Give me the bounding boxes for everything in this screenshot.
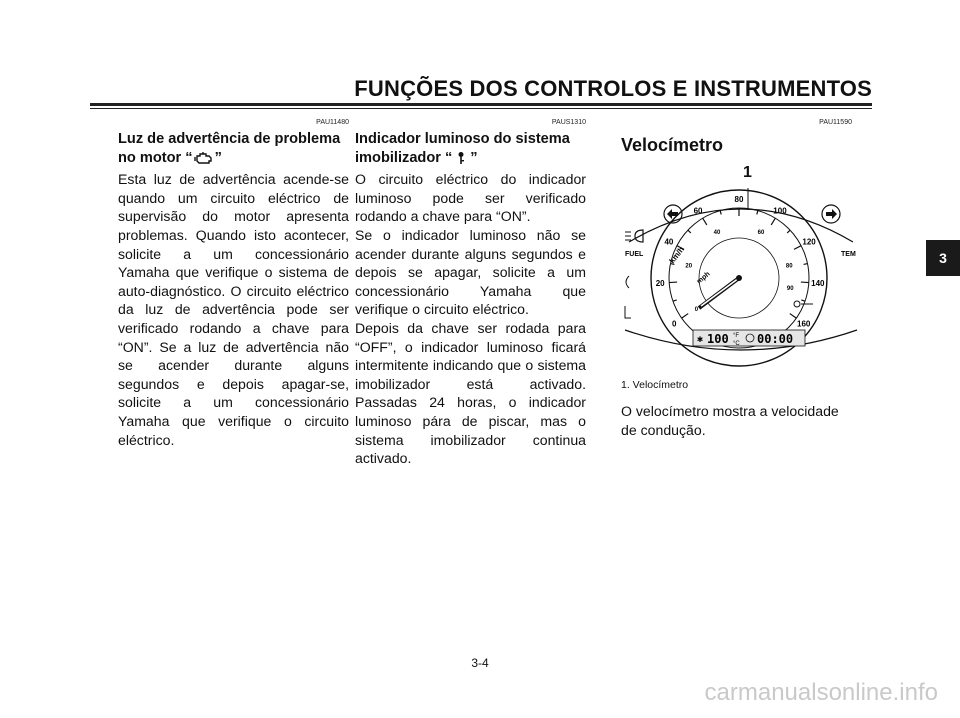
lcd-unit-f: °F <box>733 333 740 339</box>
section-speedometer <box>621 118 856 439</box>
section-body: Esta luz de advertência acende-se quando um circuito eléctrico de supervisão do motor apresenta problemas. Quando isto acontecer, solicite a um concessionário Yamaha que verifique o sistema de auto-diagnóstico. O circuito eléctrico da luz de advertência pode ser verificado rodando a chave para “ON”. Se a luz de advertência não se acender durante alguns segundos e depois apagar-se, solicite a um concessionário Yamaha que verifique o circuito eléctrico. <box>118 171 349 448</box>
gauge-tick <box>790 314 797 319</box>
gauge-tick <box>673 300 677 301</box>
heading-line-2 <box>355 149 586 171</box>
mph-scale-labels <box>685 230 794 313</box>
watermark: carmanualsonline.info <box>704 679 938 706</box>
engine-warning-icon <box>194 151 214 171</box>
section-heading <box>118 130 349 170</box>
section-code: PAU11590 <box>819 119 852 126</box>
heading-prefix: no motor “ <box>118 149 193 166</box>
gauge-tick <box>801 282 809 283</box>
section-heading: Velocímetro <box>621 135 724 155</box>
gauge-tick <box>682 314 689 319</box>
gauge-tick <box>688 230 691 233</box>
unit-mph-label: mph <box>695 270 712 286</box>
mph-tick-label: 40 <box>713 229 721 236</box>
lcd-display <box>693 330 805 347</box>
kmh-tick-label: 60 <box>693 206 703 216</box>
mph-tick-label: 20 <box>685 263 693 270</box>
chapter-tab[interactable]: 3 <box>926 240 960 276</box>
lcd-unit-c: °C <box>733 341 740 347</box>
figure-callout: 1 <box>743 164 752 181</box>
header-rule-thin <box>90 108 872 109</box>
speedometer-figure <box>621 162 861 372</box>
gauge-tick <box>720 211 721 215</box>
heading-line-2 <box>118 149 349 171</box>
kmh-tick-label: 120 <box>802 237 816 247</box>
heading-suffix: ” <box>214 149 222 166</box>
section-code: PAU11480 <box>316 119 349 126</box>
kmh-tick-label: 20 <box>655 279 665 289</box>
section-heading <box>355 130 586 170</box>
section-paragraph: Depois da chave ser rodada para “OFF”, o indicador luminoso ficará intermitente indicando que o sistema imobilizador está activado. Passadas 24 horas, o indicador luminoso pára de piscar, mas o sistema imobilizador continua activado. <box>355 319 586 467</box>
gauge-tick <box>794 246 801 250</box>
section-code: PAUS1310 <box>551 119 586 126</box>
lcd-temperature-value: 100 <box>707 332 729 346</box>
page-number: 3-4 <box>471 656 489 670</box>
lcd-clock-value: 00:00 <box>757 332 794 346</box>
section-paragraph: Se o indicador luminoso não se acender durante alguns segundos e depois se apagar, solicite a um concessionário Yamaha que verifique o circuito eléctrico. <box>355 226 586 318</box>
gauge-tick <box>801 300 805 301</box>
section-paragraph: O circuito eléctrico do indicador luminoso pode ser verificado rodando a chave para “ON”. <box>355 171 586 225</box>
heading-line-1: Indicador luminoso do sistema <box>355 131 570 147</box>
gauge-tick <box>804 264 808 265</box>
gauge-tick <box>703 218 707 225</box>
heading-line-1: Luz de advertência de problema <box>118 131 341 147</box>
kmh-tick-label: 140 <box>811 279 825 289</box>
temperature-label: TEM <box>841 251 856 258</box>
gauge-tick <box>669 282 677 283</box>
gauge-tick <box>787 230 790 233</box>
speedometer-illustration <box>621 180 861 370</box>
fuel-label: FUEL <box>625 251 644 258</box>
mph-tick-label: 0 <box>694 306 699 313</box>
mph-tick-label: 80 <box>785 263 793 270</box>
section-immobilizer <box>355 118 586 468</box>
section-engine-warning <box>118 118 349 449</box>
header-rule <box>90 103 872 106</box>
kmh-tick-label: 80 <box>734 195 744 204</box>
gauge-tick <box>757 211 758 215</box>
turn-right-icon <box>822 205 840 223</box>
kmh-tick-label: 0 <box>672 319 677 329</box>
figure-caption: 1. Velocímetro <box>621 379 689 391</box>
mph-tick-label: 60 <box>757 229 765 236</box>
key-icon <box>453 151 469 171</box>
kmh-tick-label: 160 <box>797 319 811 329</box>
mph-tick-label: 90 <box>786 286 794 293</box>
heading-suffix: ” <box>470 149 478 166</box>
kmh-tick-label: 40 <box>664 237 674 247</box>
gauge-tick <box>771 218 775 225</box>
page-header-title: FUNÇÕES DOS CONTROLOS E INSTRUMENTOS <box>354 76 872 101</box>
heading-prefix: imobilizador “ <box>355 149 453 166</box>
unit-kmh-label: km/h <box>667 244 687 266</box>
kmh-tick-label: 100 <box>773 206 787 216</box>
snowflake-icon: ✱ <box>697 334 704 345</box>
section-body: O velocímetro mostra a velocidade de condução. <box>621 403 839 438</box>
